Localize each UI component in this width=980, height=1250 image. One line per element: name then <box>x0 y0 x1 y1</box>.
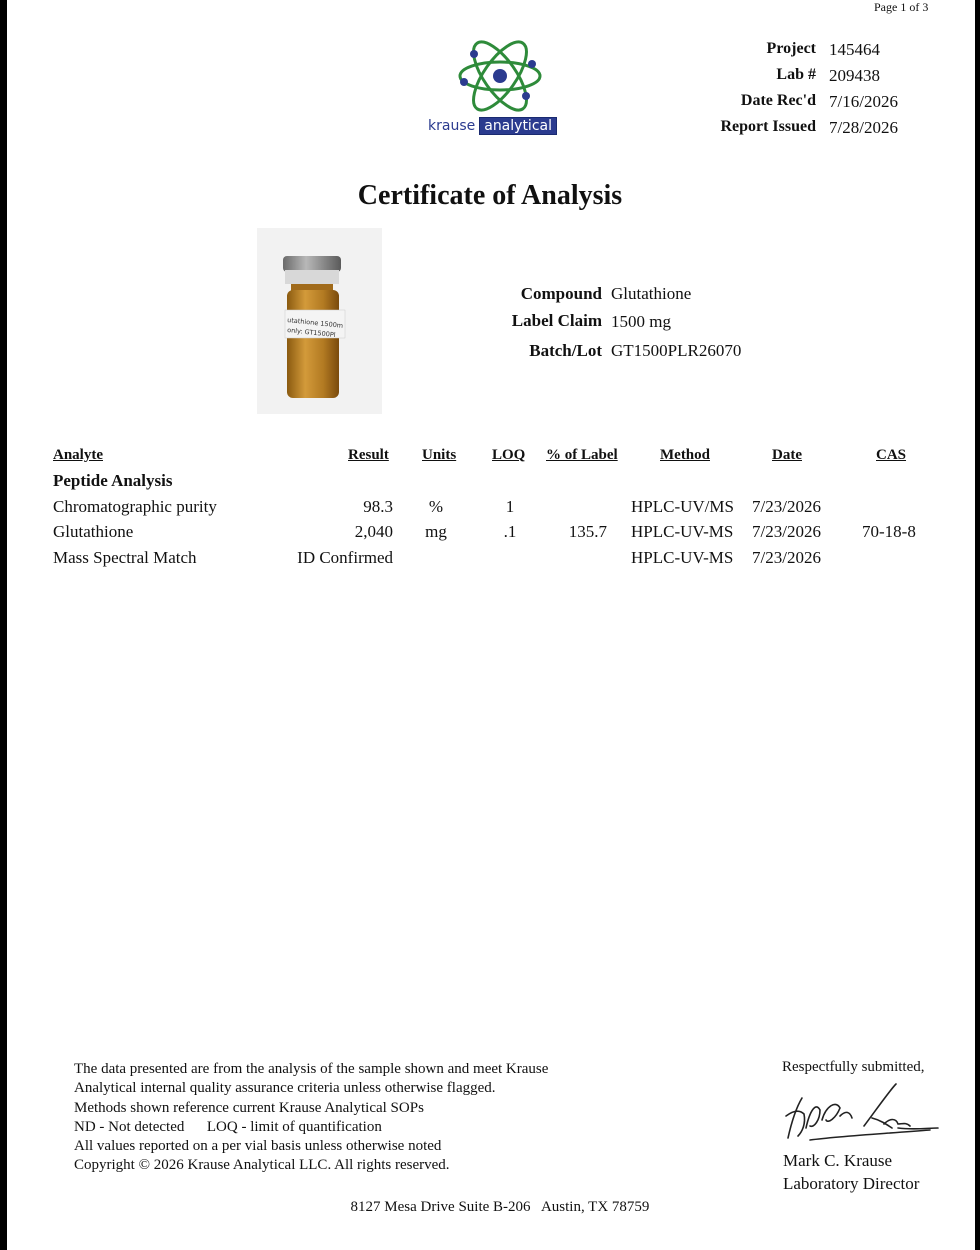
report-issued-label: Report Issued <box>720 118 816 135</box>
header-units: Units <box>422 447 457 463</box>
project-label: Project <box>766 40 816 57</box>
compound-label: Compound <box>520 284 602 303</box>
logo-word-analytical: analytical <box>479 117 557 135</box>
header-percent-label: % of Label <box>546 447 618 463</box>
result-cell: 98.3 <box>363 497 393 516</box>
footer-notes <box>74 1060 548 1176</box>
units-cell: % <box>428 497 444 516</box>
analyte-cell: Mass Spectral Match <box>53 548 197 567</box>
logo-word-krause: krause <box>428 118 476 134</box>
result-cell: ID Confirmed <box>297 548 393 567</box>
compound-value: Glutathione <box>611 284 692 303</box>
note-line: Copyright © 2026 Krause Analytical LLC. All rights reserved. <box>74 1157 450 1174</box>
note-line: ND - Not detected LOQ - limit of quantification <box>74 1118 382 1135</box>
header-result: Result <box>348 447 389 463</box>
note-line: All values reported on a per vial basis unless otherwise noted <box>74 1138 442 1155</box>
atom-icon <box>428 34 573 119</box>
method-cell: HPLC-UV-MS <box>631 522 734 541</box>
header-date: Date <box>772 447 802 463</box>
signer-title: Laboratory Director <box>783 1173 920 1193</box>
page-number: Page 1 of 3 <box>874 0 929 14</box>
date-received-label: Date Rec'd <box>740 92 816 109</box>
loq-cell: .1 <box>503 522 517 541</box>
date-cell: 7/23/2026 <box>752 497 821 516</box>
analyte-cell: Chromatographic purity <box>53 497 217 516</box>
units-cell: mg <box>425 522 447 541</box>
vial-label-line1: utathione 1500m <box>286 316 344 330</box>
percent-label-cell: 135.7 <box>568 522 607 541</box>
signature-image <box>780 1080 940 1146</box>
sample-vial-photo <box>257 228 382 414</box>
label-claim-label: Label Claim <box>511 311 602 330</box>
date-cell: 7/23/2026 <box>752 522 821 541</box>
note-line: Analytical internal quality assurance criteria unless otherwise flagged. <box>74 1080 496 1097</box>
vial-label-line2: only: GT1500Pl <box>286 326 336 340</box>
analyte-cell: Glutathione <box>53 522 134 541</box>
date-received-value: 7/16/2026 <box>829 92 898 111</box>
section-peptide-analysis: Peptide Analysis <box>53 471 173 490</box>
batch-lot-label: Batch/Lot <box>529 341 602 360</box>
lab-address: 8127 Mesa Drive Suite B-206 Austin, TX 78759 <box>350 1199 650 1215</box>
respectfully-submitted: Respectfully submitted, <box>782 1059 925 1075</box>
lab-number-label: Lab # <box>776 66 816 83</box>
header-method: Method <box>660 447 710 463</box>
date-cell: 7/23/2026 <box>752 548 821 567</box>
label-claim-value: 1500 mg <box>611 312 671 331</box>
header-cas: CAS <box>876 447 907 463</box>
method-cell: HPLC-UV-MS <box>631 548 734 567</box>
note-line: Methods shown reference current Krause Analytical SOPs <box>74 1099 424 1116</box>
signer-name: Mark C. Krause <box>783 1151 893 1170</box>
header-analyte: Analyte <box>53 447 103 463</box>
header-loq: LOQ <box>492 447 526 463</box>
loq-cell: 1 <box>505 497 515 516</box>
page-title: Certificate of Analysis <box>357 180 623 211</box>
method-cell: HPLC-UV/MS <box>631 497 734 516</box>
batch-lot-value: GT1500PLR26070 <box>611 341 742 360</box>
cas-cell: 70-18-8 <box>862 522 916 541</box>
report-issued-value: 7/28/2026 <box>829 118 898 137</box>
project-value: 145464 <box>829 40 880 59</box>
note-line: The data presented are from the analysis of the sample shown and meet Krause <box>74 1061 549 1077</box>
result-cell: 2,040 <box>354 522 393 541</box>
lab-number-value: 209438 <box>829 66 880 85</box>
krause-logo <box>428 34 573 142</box>
signer-block <box>783 1150 919 1195</box>
